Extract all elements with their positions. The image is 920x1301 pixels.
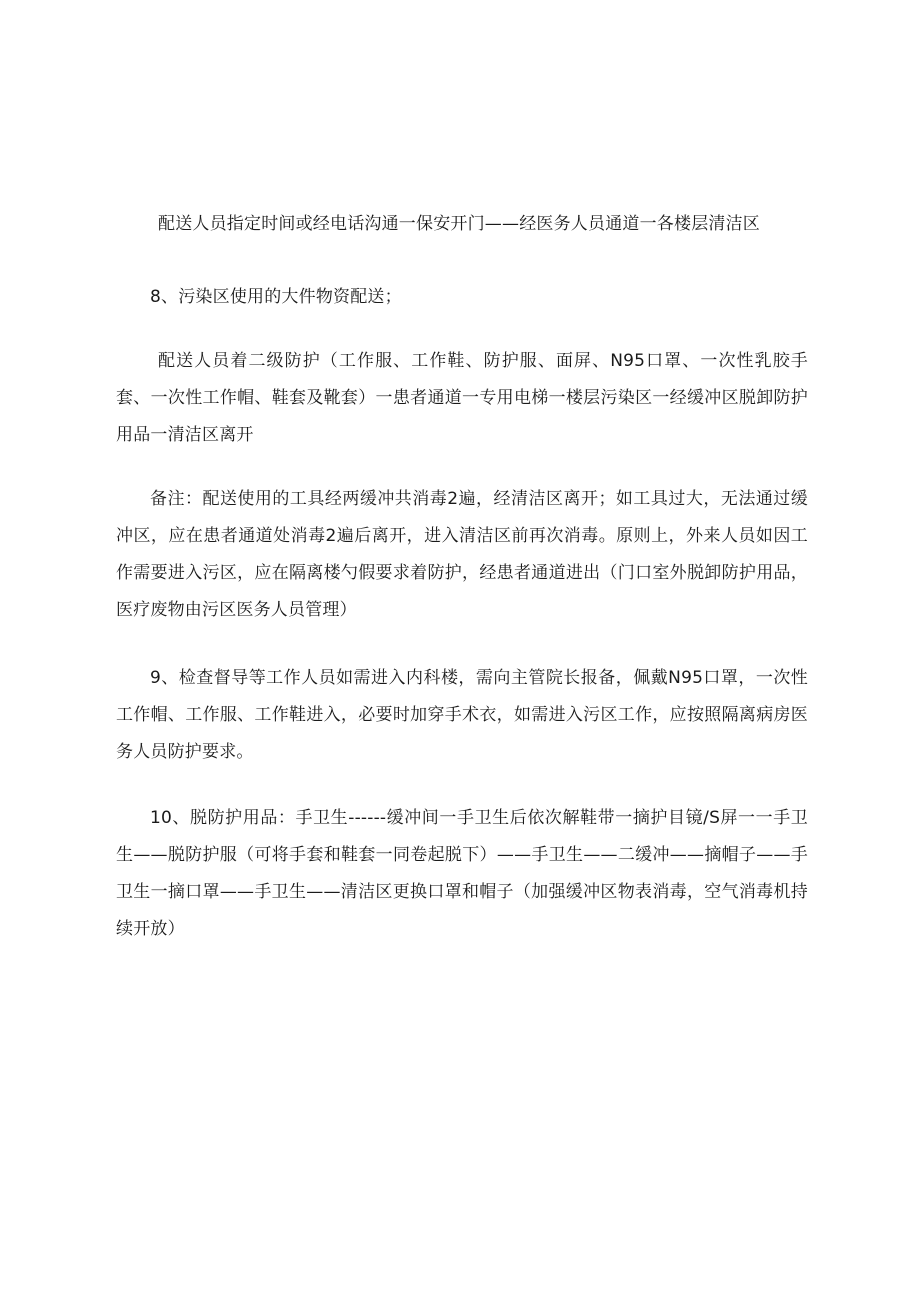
paragraph-item-9: 9、检查督导等工作人员如需进入内科楼，需向主管院长报备，佩戴N95口罩，一次性工作帽、工作服、工作鞋进入，必要时加穿手术衣，如需进入污区工作，应按照隔离病房医务人员防护要求。 [116,668,808,762]
paragraph-item-8-heading: 8、污染区使用的大件物资配送； [150,287,402,307]
paragraph-remark: 备注：配送使用的工具经两缓冲共消毒2遍，经清洁区离开；如工具过大，无法通过缓冲区，应在患者通道处消毒2遍后离开，进入清洁区前再次消毒。原则上，外来人员如因工作需要进入污区，应在隔离楼勺假要求着防护，经患者通道进出（门口室外脱卸防护用品，医疗废物由污区医务人员管理） [116,489,808,620]
paragraph-delivery-route: 配送人员指定时间或经电话沟通一保安开门——经医务人员通道一各楼层清洁区 [158,214,760,234]
paragraph-protection-route: 配送人员着二级防护（工作服、工作鞋、防护服、面屏、N95口罩、一次性乳胶手套、一次性工作帽、鞋套及靴套）一患者通道一专用电梯一楼层污染区一经缓冲区脱卸防护用品一清洁区离开 [116,351,808,445]
paragraph-item-10: 10、脱防护用品：手卫生------缓冲间一手卫生后依次解鞋带一摘护目镜/S屏一一手卫生——脱防护服（可将手套和鞋套一同卷起脱下）——手卫生——二缓冲——摘帽子——手卫生一摘口罩——手卫生——清洁区更换口罩和帽子（加强缓冲区物表消毒，空气消毒机持续开放） [116,808,808,939]
